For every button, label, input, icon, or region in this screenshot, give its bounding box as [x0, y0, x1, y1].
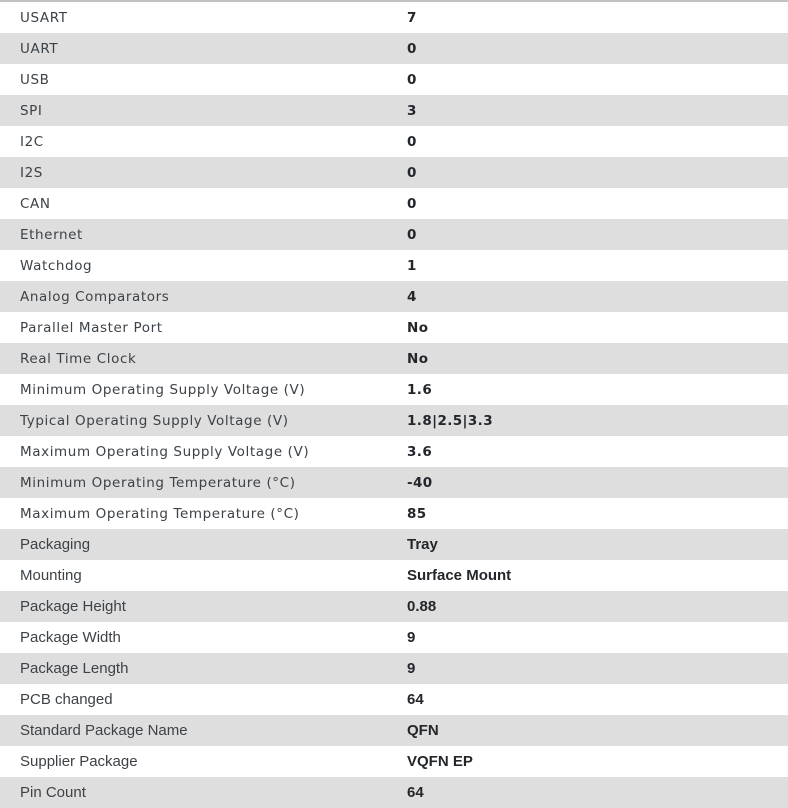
table-row — [0, 746, 788, 777]
attribute-label: Package Width — [20, 629, 121, 646]
attribute-value: No — [407, 350, 429, 367]
attribute-value: 0 — [407, 71, 417, 88]
attribute-value: 9 — [407, 660, 416, 677]
attribute-label: Minimum Operating Supply Voltage (V) — [20, 381, 306, 398]
table-row — [0, 560, 788, 591]
attribute-label: SPI — [20, 102, 43, 119]
attribute-label: I2S — [20, 164, 43, 181]
attribute-value: 4 — [407, 288, 417, 305]
attribute-label: Packaging — [20, 536, 91, 553]
attribute-label: I2C — [20, 133, 44, 150]
attribute-label: Package Height — [20, 598, 126, 615]
attribute-label: Watchdog — [20, 257, 93, 274]
attribute-value: 1.8|2.5|3.3 — [407, 412, 494, 429]
table-row — [0, 653, 788, 684]
table-row — [0, 436, 788, 467]
table-row — [0, 591, 788, 622]
attribute-value: VQFN EP — [407, 753, 473, 770]
attribute-value: 64 — [407, 784, 424, 801]
attribute-value: 3 — [407, 102, 417, 119]
attribute-value: 85 — [407, 505, 427, 522]
attribute-label: Supplier Package — [20, 753, 138, 770]
attribute-value: 0.88 — [407, 598, 437, 615]
attribute-value: 64 — [407, 691, 424, 708]
attribute-label: Typical Operating Supply Voltage (V) — [20, 412, 289, 429]
attribute-label: Package Length — [20, 660, 129, 677]
attribute-value: Surface Mount — [407, 567, 512, 584]
attribute-value: 9 — [407, 629, 416, 646]
attribute-value: Tray — [407, 536, 438, 553]
table-row — [0, 2, 788, 33]
attribute-label: Analog Comparators — [20, 288, 170, 305]
attribute-value: 7 — [407, 9, 417, 26]
attribute-value: -40 — [407, 474, 433, 491]
table-row — [0, 219, 788, 250]
attribute-label: Mounting — [20, 567, 82, 584]
attribute-value: 0 — [407, 226, 417, 243]
attribute-label: Maximum Operating Temperature (°C) — [20, 505, 300, 522]
table-row — [0, 64, 788, 95]
table-row — [0, 684, 788, 715]
attribute-value: QFN — [407, 722, 439, 739]
table-row — [0, 250, 788, 281]
table-row — [0, 281, 788, 312]
attribute-label: USART — [20, 9, 68, 26]
table-row — [0, 312, 788, 343]
table-row — [0, 343, 788, 374]
table-row — [0, 157, 788, 188]
table-row — [0, 405, 788, 436]
attribute-value: 1 — [407, 257, 417, 274]
table-row — [0, 715, 788, 746]
attribute-label: Standard Package Name — [20, 722, 188, 739]
table-row — [0, 95, 788, 126]
attribute-value: 0 — [407, 164, 417, 181]
table-row — [0, 33, 788, 64]
table-row — [0, 777, 788, 808]
attribute-label: PCB changed — [20, 691, 113, 708]
table-row — [0, 467, 788, 498]
table-row — [0, 529, 788, 560]
table-row — [0, 126, 788, 157]
attribute-label: CAN — [20, 195, 51, 212]
attribute-label: Minimum Operating Temperature (°C) — [20, 474, 296, 491]
attribute-label: Pin Count — [20, 784, 86, 801]
attribute-label: Ethernet — [20, 226, 83, 243]
attribute-label: UART — [20, 40, 59, 57]
attribute-value: 1.6 — [407, 381, 433, 398]
table-row — [0, 374, 788, 405]
attribute-value: 0 — [407, 133, 417, 150]
attribute-label: USB — [20, 71, 50, 88]
attribute-value: 3.6 — [407, 443, 433, 460]
attribute-label: Parallel Master Port — [20, 319, 163, 336]
table-row — [0, 188, 788, 219]
attribute-value: 0 — [407, 195, 417, 212]
attribute-value: No — [407, 319, 429, 336]
attribute-label: Maximum Operating Supply Voltage (V) — [20, 443, 310, 460]
attribute-label: Real Time Clock — [20, 350, 137, 367]
table-row — [0, 622, 788, 653]
table-row — [0, 498, 788, 529]
attribute-value: 0 — [407, 40, 417, 57]
